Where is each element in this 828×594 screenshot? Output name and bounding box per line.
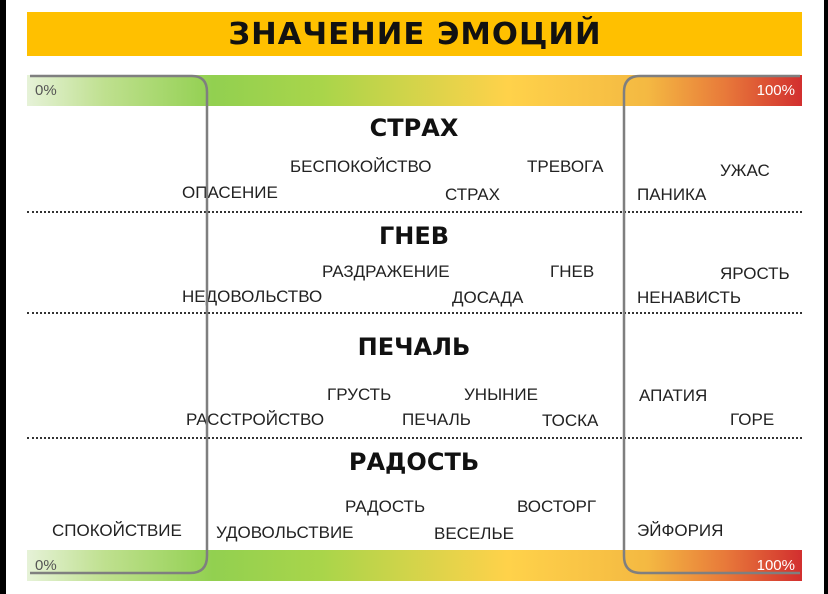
emotion-word: УДОВОЛЬСТВИЕ [216,523,354,542]
emotion-word: ЭЙФОРИЯ [637,521,724,540]
right-bracket [624,76,800,573]
frame-edge-right [824,0,828,594]
emotion-word: УЖАС [720,161,770,180]
emotion-word: БЕСПОКОЙСТВО [290,157,432,176]
scale-max-label-bottom: 100% [756,557,795,574]
emotion-word: ВЕСЕЛЬЕ [434,524,514,543]
emotion-word: РАДОСТЬ [345,497,426,516]
left-bracket [30,76,207,573]
category-heading-anger: ГНЕВ [378,222,450,250]
emotion-word: ГОРЕ [730,410,775,429]
emotion-word: ВОСТОРГ [517,497,597,516]
scale-max-label-top: 100% [756,82,795,99]
emotion-word: УНЫНИЕ [464,385,538,404]
category-heading-sadness: ПЕЧАЛЬ [357,333,471,361]
emotion-word: ТОСКА [542,411,599,430]
emotion-word: ПЕЧАЛЬ [402,410,471,429]
emotion-word: ОПАСЕНИЕ [182,183,278,202]
emotion-word: ГНЕВ [550,262,595,281]
emotion-word: СТРАХ [445,185,500,204]
scale-min-label-bottom: 0% [35,557,57,574]
frame-edge-left [0,0,6,594]
emotion-word: ПАНИКА [637,185,707,204]
emotion-word: ЯРОСТЬ [720,264,790,283]
category-heading-fear: СТРАХ [369,114,459,142]
page-title: ЗНАЧЕНИЕ ЭМОЦИЙ [227,16,602,52]
emotion-word: ТРЕВОГА [527,157,604,176]
emotion-word: НЕДОВОЛЬСТВО [182,287,323,306]
emotion-word: ДОСАДА [452,288,524,307]
emotion-word: РАССТРОЙСТВО [186,410,325,429]
emotion-word: РАЗДРАЖЕНИЕ [322,262,450,281]
category-heading-joy: РАДОСТЬ [348,448,480,476]
emotion-word: НЕНАВИСТЬ [637,288,742,307]
emotion-word: ГРУСТЬ [327,385,392,404]
emotion-word: СПОКОЙСТВИЕ [52,521,182,540]
scale-min-label-top: 0% [35,82,57,99]
emotion-word: АПАТИЯ [639,386,708,405]
